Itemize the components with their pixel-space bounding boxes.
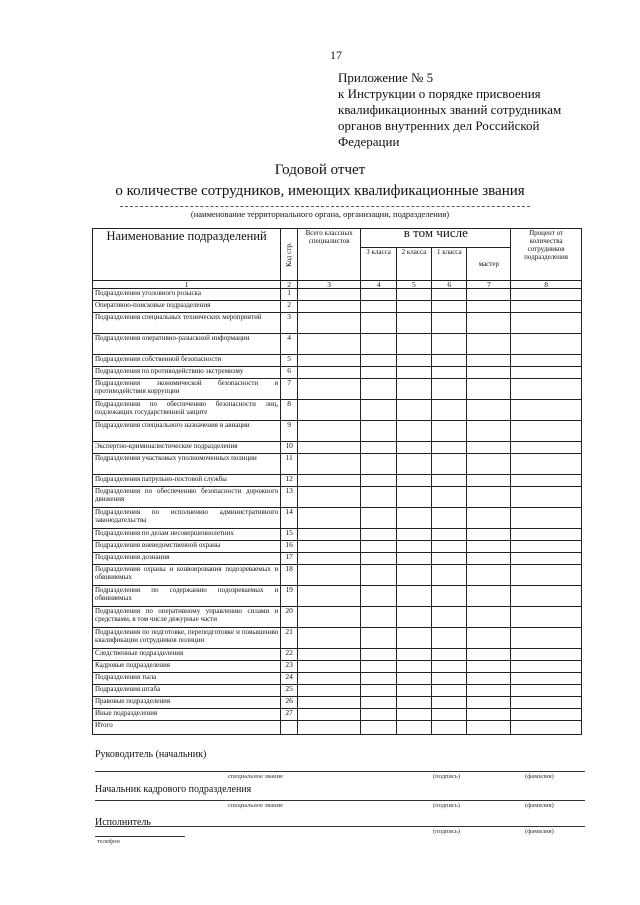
table-cell[interactable] (361, 475, 396, 487)
caption-surname: (фамилия) (525, 802, 554, 809)
table-cell[interactable] (361, 697, 396, 709)
table-row (93, 301, 582, 313)
table-cell[interactable] (511, 709, 582, 721)
table-cell[interactable] (361, 649, 396, 661)
table-cell[interactable] (432, 508, 467, 529)
organization-caption: (наименование территориального органа, организации, подразделения) (190, 209, 450, 219)
table-cell[interactable] (432, 685, 467, 697)
table-cell[interactable] (361, 685, 396, 697)
row-code: 20 (281, 607, 298, 628)
table-row (93, 541, 582, 553)
table-row (93, 367, 582, 379)
table-cell[interactable] (511, 649, 582, 661)
table-cell[interactable] (297, 685, 360, 697)
table-cell[interactable] (511, 334, 582, 355)
row-name: Оперативно-поисковые подразделения (93, 301, 281, 313)
table-row (93, 565, 582, 586)
table-cell[interactable] (396, 607, 431, 628)
table-row (93, 709, 582, 721)
row-code: 27 (281, 709, 298, 721)
row-code: 26 (281, 697, 298, 709)
table-cell[interactable] (297, 355, 360, 367)
table-cell[interactable] (467, 454, 511, 475)
caption-sign: (подпись) (433, 773, 460, 780)
row-code: 25 (281, 685, 298, 697)
table-cell[interactable] (361, 721, 396, 735)
table-row (93, 475, 582, 487)
row-name: Подразделения по исполнению административного законодательства (93, 508, 281, 529)
table-cell[interactable] (432, 586, 467, 607)
table-cell[interactable] (297, 541, 360, 553)
table-cell[interactable] (511, 553, 582, 565)
row-name: Подразделения вневедомственной охраны (93, 541, 281, 553)
table-row (93, 400, 582, 421)
row-name: Подразделения по подготовке, переподготовке и повышению квалификации сотрудников полиции (93, 628, 281, 649)
table-cell[interactable] (361, 709, 396, 721)
table-cell[interactable] (396, 721, 431, 735)
report-table (92, 228, 582, 735)
caption-sign: (подпись) (433, 802, 460, 809)
column-number: 6 (432, 281, 467, 289)
table-cell[interactable] (432, 529, 467, 541)
table-cell[interactable] (297, 454, 360, 475)
table-cell[interactable] (297, 529, 360, 541)
table-cell[interactable] (511, 565, 582, 586)
table-cell[interactable] (361, 673, 396, 685)
table-cell[interactable] (297, 508, 360, 529)
table-cell[interactable] (467, 379, 511, 400)
table-cell[interactable] (511, 529, 582, 541)
table-cell[interactable] (432, 709, 467, 721)
table-cell[interactable] (361, 421, 396, 442)
table-cell[interactable] (297, 721, 360, 735)
row-name: Кадровые подразделения (93, 661, 281, 673)
table-cell[interactable] (511, 685, 582, 697)
header-class1: 1 класса (432, 248, 467, 281)
header-class3: 3 класса (361, 248, 396, 281)
column-numbers-row (93, 281, 582, 289)
table-cell[interactable] (396, 508, 431, 529)
table-cell[interactable] (297, 313, 360, 334)
table-cell[interactable] (396, 355, 431, 367)
table-cell[interactable] (467, 607, 511, 628)
table-cell[interactable] (432, 421, 467, 442)
table-row (93, 508, 582, 529)
table-row (93, 661, 582, 673)
total-row (93, 721, 582, 735)
header-code-label: Код стр. (285, 242, 294, 267)
table-cell[interactable] (467, 709, 511, 721)
table-cell[interactable] (396, 529, 431, 541)
table-cell[interactable] (396, 379, 431, 400)
row-code: 3 (281, 313, 298, 334)
table-row (93, 313, 582, 334)
header-percent: Процент от количества сотрудников подразделения (511, 229, 582, 281)
table-cell[interactable] (467, 529, 511, 541)
table-cell[interactable] (361, 607, 396, 628)
table-cell[interactable] (297, 628, 360, 649)
row-code: 14 (281, 508, 298, 529)
row-code: 7 (281, 379, 298, 400)
table-cell[interactable] (361, 628, 396, 649)
header-total: Всего классных специалистов (297, 229, 360, 281)
row-name: Подразделения по противодействию экстремизму (93, 367, 281, 379)
table-cell[interactable] (467, 565, 511, 586)
table-cell[interactable] (467, 475, 511, 487)
table-cell[interactable] (511, 289, 582, 301)
row-name: Подразделения специальных технических мероприятий (93, 313, 281, 334)
table-cell[interactable] (361, 367, 396, 379)
row-code: 5 (281, 355, 298, 367)
table-cell[interactable] (396, 334, 431, 355)
table-row (93, 334, 582, 355)
row-name: Подразделения штаба (93, 685, 281, 697)
table-cell[interactable] (511, 379, 582, 400)
table-row (93, 586, 582, 607)
table-cell[interactable] (396, 487, 431, 508)
table-cell[interactable] (467, 661, 511, 673)
table-cell[interactable] (511, 367, 582, 379)
table-cell[interactable] (432, 334, 467, 355)
table-cell[interactable] (396, 367, 431, 379)
table-cell[interactable] (297, 379, 360, 400)
table-cell[interactable] (432, 400, 467, 421)
table-cell[interactable] (297, 301, 360, 313)
table-cell[interactable] (432, 454, 467, 475)
table-cell[interactable] (511, 673, 582, 685)
row-code: 2 (281, 301, 298, 313)
table-cell[interactable] (297, 400, 360, 421)
table-cell[interactable] (361, 541, 396, 553)
caption-surname: (фамилия) (525, 828, 554, 835)
table-cell[interactable] (361, 334, 396, 355)
row-name: Подразделения по оперативному управлению силами и средствами, в том числе дежурные части (93, 607, 281, 628)
table-cell[interactable] (297, 709, 360, 721)
header-name: Наименование подразделений (93, 229, 281, 281)
table-cell[interactable] (511, 313, 582, 334)
table-cell[interactable] (396, 301, 431, 313)
table-cell[interactable] (511, 301, 582, 313)
table-cell[interactable] (297, 367, 360, 379)
column-number: 1 (93, 281, 281, 289)
signature-head-label: Руководитель (начальник) (95, 749, 207, 760)
table-cell[interactable] (361, 400, 396, 421)
table-cell[interactable] (297, 565, 360, 586)
header-class2: 2 класса (396, 248, 431, 281)
caption-sign: (подпись) (433, 828, 460, 835)
row-code: 24 (281, 673, 298, 685)
row-code: 10 (281, 442, 298, 454)
caption-surname: (фамилия) (525, 773, 554, 780)
table-cell[interactable] (432, 721, 467, 735)
table-cell[interactable] (432, 541, 467, 553)
table-cell[interactable] (467, 442, 511, 454)
table-cell[interactable] (361, 508, 396, 529)
table-cell[interactable] (396, 442, 431, 454)
table-row (93, 628, 582, 649)
table-cell[interactable] (396, 400, 431, 421)
table-cell[interactable] (467, 421, 511, 442)
table-cell[interactable] (432, 301, 467, 313)
table-cell[interactable] (361, 442, 396, 454)
table-cell[interactable] (511, 628, 582, 649)
row-code: 6 (281, 367, 298, 379)
appendix-line-2: к Инструкции о порядке присвоения (338, 86, 541, 101)
table-cell[interactable] (396, 649, 431, 661)
header-including: в том числе (361, 229, 511, 248)
table-cell[interactable] (432, 289, 467, 301)
table-cell[interactable] (297, 475, 360, 487)
table-cell[interactable] (467, 649, 511, 661)
table-row (93, 379, 582, 400)
table-row (93, 529, 582, 541)
appendix-block (338, 70, 608, 150)
table-cell[interactable] (432, 313, 467, 334)
table-cell[interactable] (432, 607, 467, 628)
table-cell[interactable] (511, 421, 582, 442)
table-cell[interactable] (467, 301, 511, 313)
row-name: Подразделения дознания (93, 553, 281, 565)
table-cell[interactable] (511, 661, 582, 673)
table-row (93, 289, 582, 301)
table-cell[interactable] (467, 313, 511, 334)
report-title: Годовой отчет (274, 162, 366, 178)
row-name: Следственные подразделения (93, 649, 281, 661)
table-cell[interactable] (511, 355, 582, 367)
table-cell[interactable] (432, 475, 467, 487)
table-cell[interactable] (396, 685, 431, 697)
table-row (93, 649, 582, 661)
table-cell[interactable] (361, 454, 396, 475)
table-cell[interactable] (467, 355, 511, 367)
table-cell[interactable] (297, 697, 360, 709)
table-cell[interactable] (361, 289, 396, 301)
table-cell[interactable] (511, 487, 582, 508)
table-cell[interactable] (432, 628, 467, 649)
caption-phone: телефон (97, 838, 120, 845)
row-code: 1 (281, 289, 298, 301)
signature-hr-line (95, 800, 585, 801)
row-name: Подразделения охраны и конвоирования подозреваемых и обвиняемых (93, 565, 281, 586)
table-cell[interactable] (361, 301, 396, 313)
table-cell[interactable] (467, 289, 511, 301)
caption-rank: специальное звание (228, 773, 283, 780)
table-cell[interactable] (467, 541, 511, 553)
row-code: 16 (281, 541, 298, 553)
table-cell[interactable] (432, 553, 467, 565)
table-cell[interactable] (361, 565, 396, 586)
table-cell[interactable] (467, 685, 511, 697)
row-code: 4 (281, 334, 298, 355)
row-name: Подразделения по содержанию подозреваемых и обвиняемых (93, 586, 281, 607)
table-cell[interactable] (467, 334, 511, 355)
row-code: 22 (281, 649, 298, 661)
table-cell[interactable] (396, 565, 431, 586)
table-cell[interactable] (467, 673, 511, 685)
page-number: 17 (330, 48, 342, 62)
table-cell[interactable] (511, 454, 582, 475)
table-cell[interactable] (361, 487, 396, 508)
row-name: Подразделения тыла (93, 673, 281, 685)
table-cell[interactable] (297, 607, 360, 628)
column-number: 5 (396, 281, 431, 289)
table-cell[interactable] (432, 673, 467, 685)
signature-hr-label: Начальник кадрового подразделения (95, 784, 252, 795)
table-cell[interactable] (396, 421, 431, 442)
row-code: 23 (281, 661, 298, 673)
table-cell[interactable] (396, 289, 431, 301)
table-cell[interactable] (511, 400, 582, 421)
table-cell[interactable] (432, 565, 467, 586)
table-cell[interactable] (511, 508, 582, 529)
table-cell[interactable] (361, 355, 396, 367)
row-code: 9 (281, 421, 298, 442)
table-cell[interactable] (432, 442, 467, 454)
signature-head-line (95, 771, 585, 772)
row-code: 19 (281, 586, 298, 607)
table-row (93, 355, 582, 367)
table-cell[interactable] (396, 541, 431, 553)
table-cell[interactable] (297, 661, 360, 673)
table-cell[interactable] (361, 529, 396, 541)
table-cell[interactable] (297, 334, 360, 355)
row-code: 13 (281, 487, 298, 508)
table-cell[interactable] (396, 313, 431, 334)
signature-executor-line (95, 826, 585, 827)
table-cell[interactable] (361, 313, 396, 334)
table-cell[interactable] (467, 487, 511, 508)
table-cell[interactable] (361, 661, 396, 673)
header-master: мастер (467, 248, 511, 281)
row-name: Подразделения экономической безопасности и противодействия коррупции (93, 379, 281, 400)
header-code (281, 229, 298, 281)
table-cell[interactable] (467, 553, 511, 565)
row-name: Подразделения оперативно-разыскной информации (93, 334, 281, 355)
row-name: Экспертно-криминалистические подразделения (93, 442, 281, 454)
row-code: 12 (281, 475, 298, 487)
table-cell[interactable] (432, 661, 467, 673)
table-cell[interactable] (511, 697, 582, 709)
table-cell[interactable] (297, 289, 360, 301)
table-row (93, 487, 582, 508)
table-cell[interactable] (467, 400, 511, 421)
table-cell[interactable] (467, 508, 511, 529)
row-name: Подразделения по обеспечению безопасности дорожного движения (93, 487, 281, 508)
table-cell[interactable] (361, 586, 396, 607)
table-cell[interactable] (297, 673, 360, 685)
appendix-line-4: органов внутренних дел Российской (338, 118, 540, 133)
column-number: 3 (297, 281, 360, 289)
table-cell[interactable] (297, 421, 360, 442)
table-row (93, 553, 582, 565)
table-cell[interactable] (396, 454, 431, 475)
signature-phone-line (95, 836, 185, 837)
report-subtitle: о количестве сотрудников, имеющих квалификационные звания (115, 183, 525, 199)
table-cell[interactable] (396, 709, 431, 721)
column-number: 4 (361, 281, 396, 289)
table-row (93, 697, 582, 709)
table-row (93, 685, 582, 697)
row-code: 21 (281, 628, 298, 649)
appendix-line-5: Федерации (338, 134, 400, 149)
table-cell[interactable] (511, 541, 582, 553)
table-cell[interactable] (361, 379, 396, 400)
table-cell[interactable] (396, 586, 431, 607)
row-code: 11 (281, 454, 298, 475)
table-cell[interactable] (467, 628, 511, 649)
table-cell[interactable] (511, 442, 582, 454)
column-number: 8 (511, 281, 582, 289)
table-cell[interactable] (432, 649, 467, 661)
row-name: Подразделения по делам несовершеннолетних (93, 529, 281, 541)
table-cell[interactable] (297, 649, 360, 661)
table-cell[interactable] (396, 697, 431, 709)
table-cell[interactable] (511, 475, 582, 487)
table-cell[interactable] (432, 697, 467, 709)
row-name: Подразделения патрульно-постовой службы (93, 475, 281, 487)
row-code: 17 (281, 553, 298, 565)
table-cell[interactable] (361, 553, 396, 565)
row-name: Подразделения участковых уполномоченных полиции (93, 454, 281, 475)
table-cell[interactable] (511, 721, 582, 735)
table-cell[interactable] (467, 367, 511, 379)
table-row (93, 421, 582, 442)
table-cell[interactable] (396, 553, 431, 565)
signature-executor-label: Исполнитель (95, 817, 151, 828)
table-cell[interactable] (467, 697, 511, 709)
row-code: 18 (281, 565, 298, 586)
caption-rank: специальное звание (228, 802, 283, 809)
table-cell[interactable] (297, 553, 360, 565)
table-cell[interactable] (432, 487, 467, 508)
row-name: Иные подразделения (93, 709, 281, 721)
column-number: 7 (467, 281, 511, 289)
table-row (93, 454, 582, 475)
table-cell[interactable] (396, 628, 431, 649)
table-cell[interactable] (297, 442, 360, 454)
table-cell[interactable] (396, 661, 431, 673)
column-number: 2 (281, 281, 298, 289)
table-row (93, 607, 582, 628)
organization-name-line (120, 206, 530, 207)
table-cell[interactable] (511, 607, 582, 628)
row-name: Правовые подразделения (93, 697, 281, 709)
appendix-line-3: квалификационных званий сотрудникам (338, 102, 562, 117)
table-cell[interactable] (281, 721, 298, 735)
table-cell[interactable] (432, 367, 467, 379)
row-code: 15 (281, 529, 298, 541)
table-cell[interactable] (396, 673, 431, 685)
table-cell[interactable] (467, 721, 511, 735)
table-cell[interactable] (432, 379, 467, 400)
row-name: Подразделения уголовного розыска (93, 289, 281, 301)
row-code: 8 (281, 400, 298, 421)
row-name: Подразделения собственной безопасности (93, 355, 281, 367)
table-row (93, 442, 582, 454)
table-cell[interactable] (297, 487, 360, 508)
table-cell[interactable] (511, 586, 582, 607)
row-name: Подразделения по обеспечению безопасности лиц, подлежащих государственной защите (93, 400, 281, 421)
table-cell[interactable] (297, 586, 360, 607)
table-cell[interactable] (467, 586, 511, 607)
table-row (93, 673, 582, 685)
table-cell[interactable] (396, 475, 431, 487)
row-name: Подразделения специального назначения и авиации (93, 421, 281, 442)
appendix-line-1: Приложение № 5 (338, 70, 434, 85)
total-label: Итого (93, 721, 281, 735)
table-cell[interactable] (432, 355, 467, 367)
